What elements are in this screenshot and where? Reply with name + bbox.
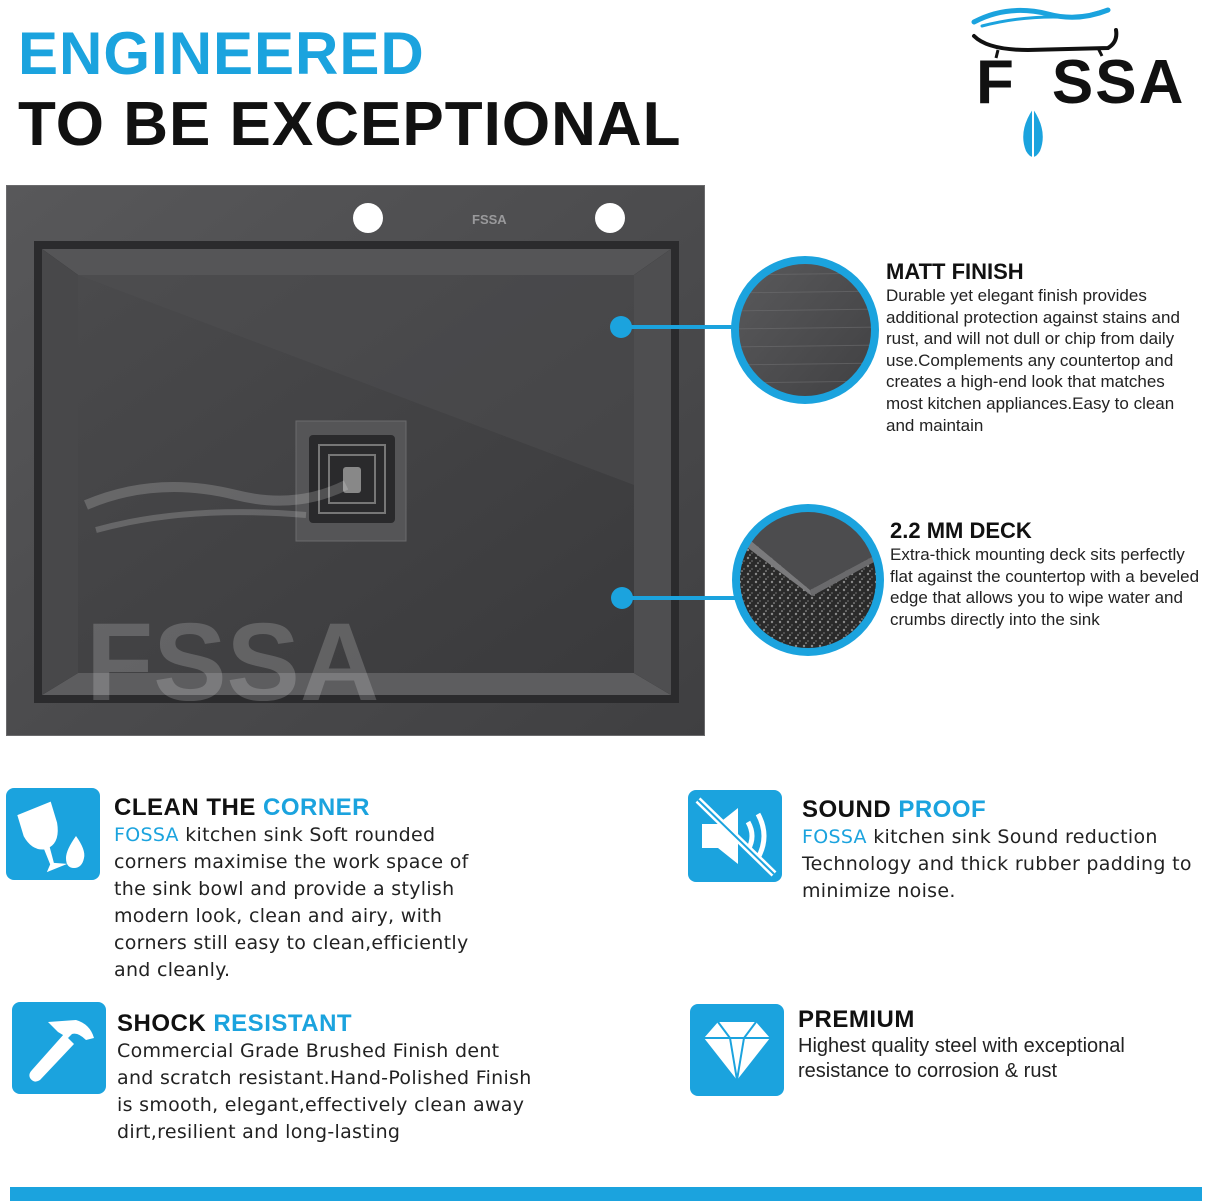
deck-logo: FSSA [472, 212, 507, 227]
fossa-logo [968, 0, 1188, 120]
benefit-clean-corner [114, 794, 494, 984]
clean-corner-title: CLEAN THE CORNER [114, 794, 371, 821]
matt-finish-title: MATT FINISH [886, 259, 1024, 284]
deck-title: 2.2 MM DECK [890, 518, 1032, 543]
clean-corner-body: FOSSA kitchen sink Soft rounded corners maximise the work space of the sink bowl and provide a stylish modern look, clean and airy, with corners still easy to clean,efficiently and cleanly. [114, 824, 469, 981]
headline-exceptional: TO BE EXCEPTIONAL [18, 90, 682, 159]
benefit-shock-resistant [117, 1010, 537, 1146]
shock-resistant-body: Commercial Grade Brushed Finish dent and scratch resistant.Hand-Polished Finish is smooth, elegant,effectively clean away dirt,resilient and long-lasting [117, 1040, 532, 1143]
svg-text:FSSA: FSSA [86, 601, 380, 724]
deck-body: Extra-thick mounting deck sits perfectly flat against the countertop with a beveled edge that allows you to wipe water and crumbs directly into the sink [890, 545, 1200, 629]
hammer-icon [12, 1002, 106, 1094]
clean-corner-icon-box [6, 788, 100, 880]
benefit-premium [798, 1006, 1178, 1084]
benefit-sound-proof [802, 796, 1192, 905]
shock-resistant-title: SHOCK RESISTANT [117, 1010, 353, 1037]
sound-proof-title: SOUND PROOF [802, 796, 987, 823]
premium-body: Highest quality steel with exceptional resistance to corrosion & rust [798, 1035, 1125, 1082]
callout-matt-finish [886, 259, 1196, 436]
logo-wordmark: F SSA [976, 52, 1185, 114]
premium-title: PREMIUM [798, 1006, 915, 1033]
bottom-accent-bar [10, 1187, 1202, 1201]
deck-zoom [730, 500, 885, 660]
sound-proof-icon-box [688, 790, 782, 882]
wine-glass-drop-icon [6, 788, 100, 880]
speaker-muted-icon [688, 790, 782, 882]
premium-icon-box [690, 1004, 784, 1096]
matt-finish-zoom [730, 245, 880, 415]
sound-proof-body: FOSSA kitchen sink Sound reduction Technology and thick rubber padding to minimize noise. [802, 826, 1192, 902]
diamond-icon [690, 1004, 784, 1096]
matt-finish-body: Durable yet elegant finish provides additional protection against stains and rust, and will not dull or chip from daily use.Complements any countertop and creates a high-end look that matches most kitchen appliances.Easy to clean and maintain [886, 286, 1180, 435]
headline-engineered: ENGINEERED [18, 20, 425, 87]
callout-deck [890, 518, 1200, 630]
shock-resistant-icon-box [12, 1002, 106, 1094]
